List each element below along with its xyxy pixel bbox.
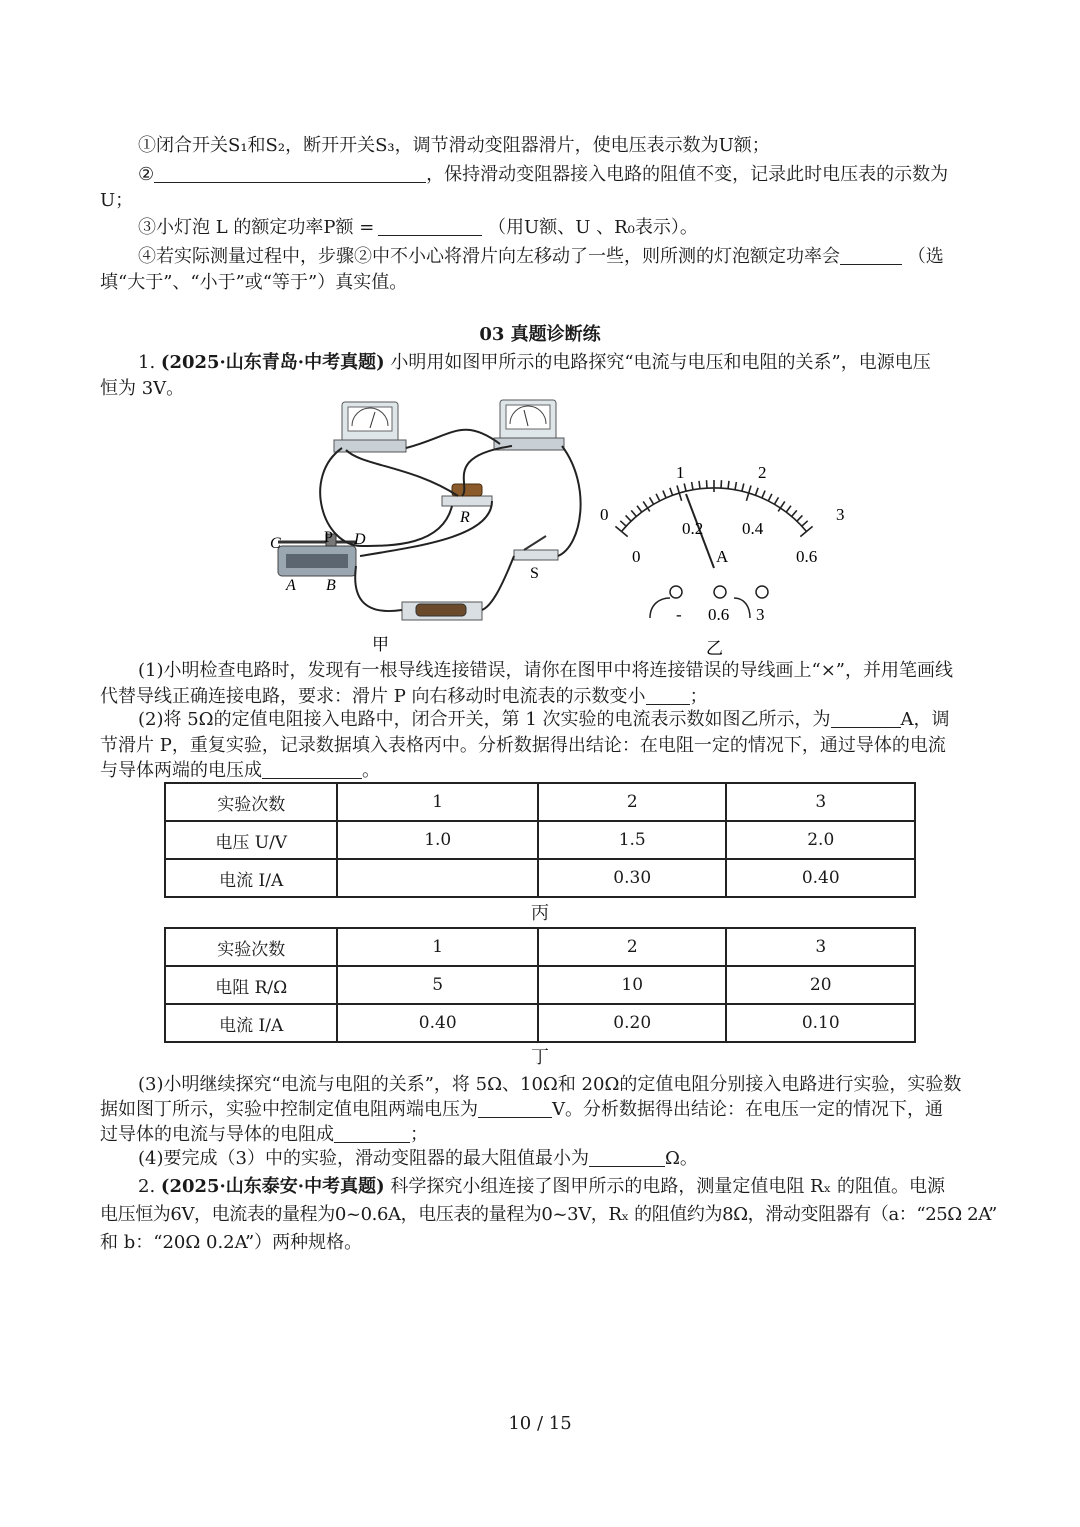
dial-unit: A [716,547,729,566]
table-cell: 2.0 [726,821,915,859]
page-number: 10 / 15 [508,1413,572,1434]
table-cell-empty[interactable] [337,859,538,897]
dial-tick [735,482,736,490]
dial-tick [699,481,700,489]
terminal-3-icon [756,586,768,598]
terminal-06-icon [714,586,726,598]
step-2-blank[interactable] [154,164,426,183]
q1-stem [138,350,982,376]
label-S: S [530,565,539,582]
table-header-cell: 3 [726,928,915,966]
table-row [165,783,915,821]
q1-part2-blank-current[interactable] [831,709,901,728]
dial-tick [670,488,673,496]
q2-text-cont: 电压恒为6V，电流表的量程为0~0.6A，电压表的量程为0~3V，Rₓ 的阻值约为8Ω，滑动变阻器有（a：“25Ω 2A” [100,1204,997,1225]
table-cell: 电流 I/A [165,859,337,897]
q2-text: 科学探究小组连接了图甲所示的电路，测量定值电阻 Rₓ 的阻值。电源 [390,1176,945,1197]
table-cell: 1.0 [337,821,538,859]
table-header-cell: 1 [337,928,538,966]
table-ding-caption: 丁 [531,1047,549,1068]
label-P: P [324,529,333,546]
q1-part1: (1)小明检查电路时，发现有一根导线连接错误，请你在图甲中将连接错误的导线画上“×”，并用笔画线 [138,660,953,681]
dial-tick [768,494,772,501]
q1-text: 小明用如图甲所示的电路探究“电流与电压和电阻的关系”，电源电压 [390,352,931,373]
label-B: B [326,577,336,594]
q1-part2-cont: 节滑片 P，重复实验，记录数据填入表格丙中。分析数据得出结论：在电阻一定的情况下，通过导体的电流 [100,735,946,756]
terminal-label-minus: - [676,605,682,624]
table-header-cell: 实验次数 [165,783,337,821]
dial-tick [631,510,636,516]
dial-tick [637,506,642,512]
dial-tick [684,484,686,492]
q1-part3-text2: V。分析数据得出结论：在电压一定的情况下，通 [552,1099,943,1120]
q1-part3-end: ； [410,1124,428,1145]
dial-tick [797,515,803,521]
q1-text-cont: 恒为 3V。 [100,378,185,399]
table-header-cell: 2 [538,928,727,966]
table-row [165,928,915,966]
q1-part3-blank-voltage[interactable] [478,1099,552,1118]
table-cell: 5 [337,966,538,1004]
table-cell: 电压 U/V [165,821,337,859]
table-cell: 1.5 [538,821,727,859]
q1-part1-blank[interactable] [646,686,690,705]
table-cell: 0.40 [726,859,915,897]
dial-label-1: 1 [676,463,685,482]
table-cell: 10 [538,966,727,1004]
q1-part3-cont2 [100,1122,982,1148]
step-4-text: ④若实际测量过程中，步骤②中不小心将滑片向左移动了一些，则所测的灯泡额定功率会 [138,246,840,267]
battery-icon [402,602,482,620]
dial-tick [721,480,722,488]
q1-part2-end: 。 [362,760,380,781]
q2-text-cont2: 和 b：“20Ω 0.2A”）两种规格。 [100,1232,363,1253]
q1-part3-cont [100,1097,982,1123]
step-2 [138,162,982,188]
q1-part1-end: ； [689,686,708,707]
step-3-text: （用U额、U 、R₀表示）。 [488,217,698,238]
terminal-label-06: 0.6 [708,605,730,624]
q1-number: 1. [138,352,156,373]
table-cell: 0.10 [726,1004,915,1042]
label-A: A [286,577,296,594]
table-cell: 电流 I/A [165,1004,337,1042]
step-3 [138,215,982,241]
q1-part1-text: 代替导线正确连接电路，要求：滑片 P 向右移动时电流表的示数变小 [100,686,646,707]
q1-part4 [138,1146,982,1172]
step-2-cont: U； [100,190,134,211]
dial-tick [707,480,708,488]
caption-jia: 甲 [372,635,389,654]
label-R: R [460,509,470,526]
step-4-blank[interactable] [840,246,902,265]
table-header-cell: 实验次数 [165,928,337,966]
q2-number: 2. [138,1176,156,1197]
q1-part3-text: 据如图丁所示，实验中控制定值电阻两端电压为 [100,1099,478,1120]
dial-tick [802,521,808,526]
table-bing [164,782,916,898]
dial-tick [656,494,660,501]
q2-stem [138,1174,982,1200]
circuit-figure-jia [262,396,582,658]
q1-part2-text: (2)将 5Ω的定值电阻接入电路中，闭合开关，第 1 次实验的电流表示数如图乙所示，为 [138,709,831,730]
switch-icon [514,536,558,560]
wires [320,430,580,611]
dial-label-06: 0.6 [796,547,818,566]
table-row [165,1004,915,1042]
table-cell: 0.30 [538,859,727,897]
terminal-label-3: 3 [756,605,765,624]
dial-tick [786,506,791,512]
resistor-icon [442,484,492,506]
q1-part2-text2: 与导体两端的电压成 [100,760,262,781]
q1-part2-unit: A，调 [900,709,950,730]
dial-tick [620,521,626,526]
step-1: ①闭合开关S₁和S₂，断开开关S₃，调节滑动变阻器滑片，使电压表示数为U额； [138,135,770,156]
q1-part2-blank-relation[interactable] [262,760,362,779]
dial-tick [762,491,765,498]
dial-label-04: 0.4 [742,519,764,538]
step-4-cont: 填“大于”、“小于”或“等于”）真实值。 [100,272,408,293]
step-4 [138,244,982,270]
q1-part2 [138,707,982,733]
table-row [165,859,915,897]
dial-label-00: 0 [632,547,641,566]
section-title: 03 真题诊断练 [479,324,601,345]
table-cell: 0.40 [337,1004,538,1042]
dial-tick [792,510,797,516]
dial-label-2: 2 [758,463,767,482]
ammeter-icon [494,400,564,450]
step-3-blank[interactable] [378,217,482,236]
table-bing-caption: 丙 [531,903,549,924]
table-header-cell: 3 [726,783,915,821]
dial-tick [626,515,632,521]
q1-part2-cont2 [100,758,982,784]
table-cell: 电阻 R/Ω [165,966,337,1004]
step-4-post: （选 [907,246,944,267]
dial-label-02: 0.2 [682,519,704,538]
step-2-prefix: ② [138,164,155,185]
table-ding [164,927,916,1043]
dial-tick [774,497,778,504]
q2-source: (2025·山东泰安·中考真题) [160,1176,385,1197]
dial-label-0: 0 [600,505,609,524]
q1-source: (2025·山东青岛·中考真题) [160,352,385,373]
table-cell: 20 [726,966,915,1004]
dial-label-3: 3 [836,505,845,524]
table-cell: 0.20 [538,1004,727,1042]
terminal-minus-icon [670,586,682,598]
q1-part3-blank-relation[interactable] [334,1124,410,1143]
dial-tick [742,484,744,492]
caption-yi: 乙 [706,639,723,658]
step-3-prefix: ③小灯泡 L 的额定功率P额 = [138,217,375,238]
q1-part4-blank[interactable] [589,1148,665,1167]
q1-part3: (3)小明继续探究“电流与电阻的关系”，将 5Ω、10Ω和 20Ω的定值电阻分别接入电路进行实验，实验数 [138,1074,962,1095]
q1-part4-end: Ω。 [664,1148,698,1169]
step-2-text: ，保持滑动变阻器接入电路的阻值不变，记录此时电压表的示数为 [426,164,949,185]
label-D: D [354,531,366,548]
label-C: C [270,535,281,552]
table-header-cell: 2 [538,783,727,821]
dial-tick [692,482,693,490]
table-row [165,966,915,1004]
dial-tick [663,491,666,498]
table-header-cell: 1 [337,783,538,821]
voltmeter-icon [334,402,406,452]
table-row [165,821,915,859]
dial-tick [755,488,758,496]
ammeter-dial-yi [590,458,860,658]
dial-ticks [615,480,812,537]
q1-part3-text3: 过导体的电流与导体的电阻成 [100,1124,334,1145]
q1-part4-text: (4)要完成（3）中的实验，滑动变阻器的最大阻值最小为 [138,1148,589,1169]
dial-tick [650,497,654,504]
dial-tick [728,481,729,489]
